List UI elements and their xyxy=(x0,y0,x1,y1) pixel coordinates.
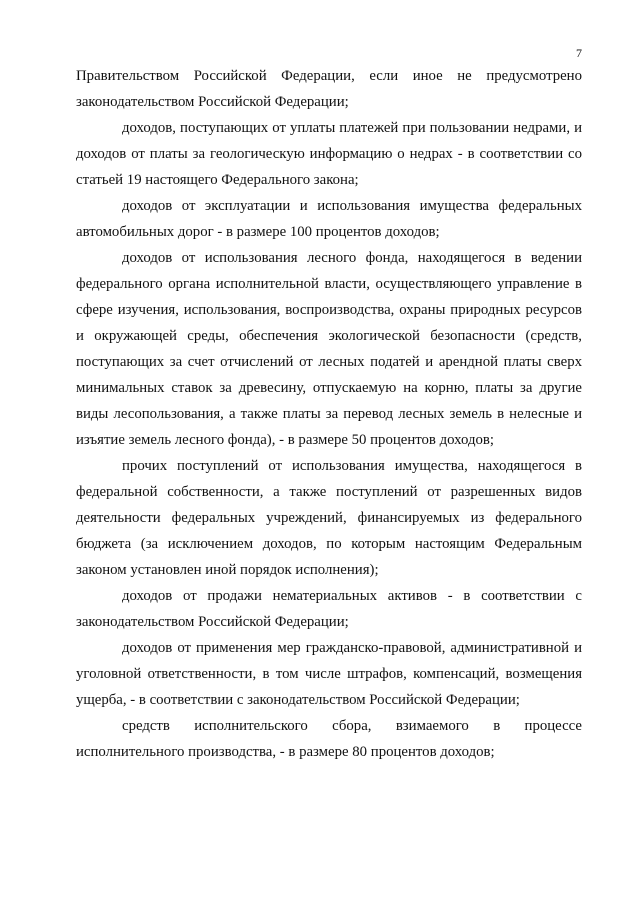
paragraph-5: прочих поступлений от использования имущества, находящегося в федеральной собственности, а также поступлений от разрешенных видов деятельности федеральных учреждений, финансируемых из федерального бюджета (за исключением доходов, по которым настоящим Федеральным законом установлен иной порядок исполнения); xyxy=(76,458,582,578)
page-number: 7 xyxy=(576,46,582,60)
document-body xyxy=(76,63,582,765)
paragraph-6: доходов от продажи нематериальных активов - в соответствии с законодательством Российской Федерации; xyxy=(76,588,582,630)
paragraph-4: доходов от использования лесного фонда, находящегося в ведении федерального органа исполнительной власти, осуществляющего управление в сфере изучения, использования, воспроизводства, охраны природных ресурсов и окружающей среды, обеспечения экологической безопасности (средств, поступающих за счет отчислений от лесных податей и арендной платы сверх минимальных ставок за древесину, отпускаемую на корню, платы за другие виды лесопользования, а также платы за перевод лесных земель в нелесные и изъятие земель лесного фонда), - в размере 50 процентов доходов; xyxy=(76,250,582,448)
paragraph-8: средств исполнительского сбора, взимаемого в процессе исполнительного производства, - в размере 80 процентов доходов; xyxy=(76,718,582,760)
paragraph-7: доходов от применения мер гражданско-правовой, административной и уголовной ответственности, в том числе штрафов, компенсаций, возмещения ущерба, - в соответствии с законодательством Российской Федерации; xyxy=(76,640,582,708)
paragraph-1: Правительством Российской Федерации, если иное не предусмотрено законодательством Российской Федерации; xyxy=(76,68,582,110)
paragraph-2: доходов, поступающих от уплаты платежей при пользовании недрами, и доходов от платы за геологическую информацию о недрах - в соответствии со статьей 19 настоящего Федерального закона; xyxy=(76,120,582,188)
paragraph-3: доходов от эксплуатации и использования имущества федеральных автомобильных дорог - в размере 100 процентов доходов; xyxy=(76,198,582,240)
